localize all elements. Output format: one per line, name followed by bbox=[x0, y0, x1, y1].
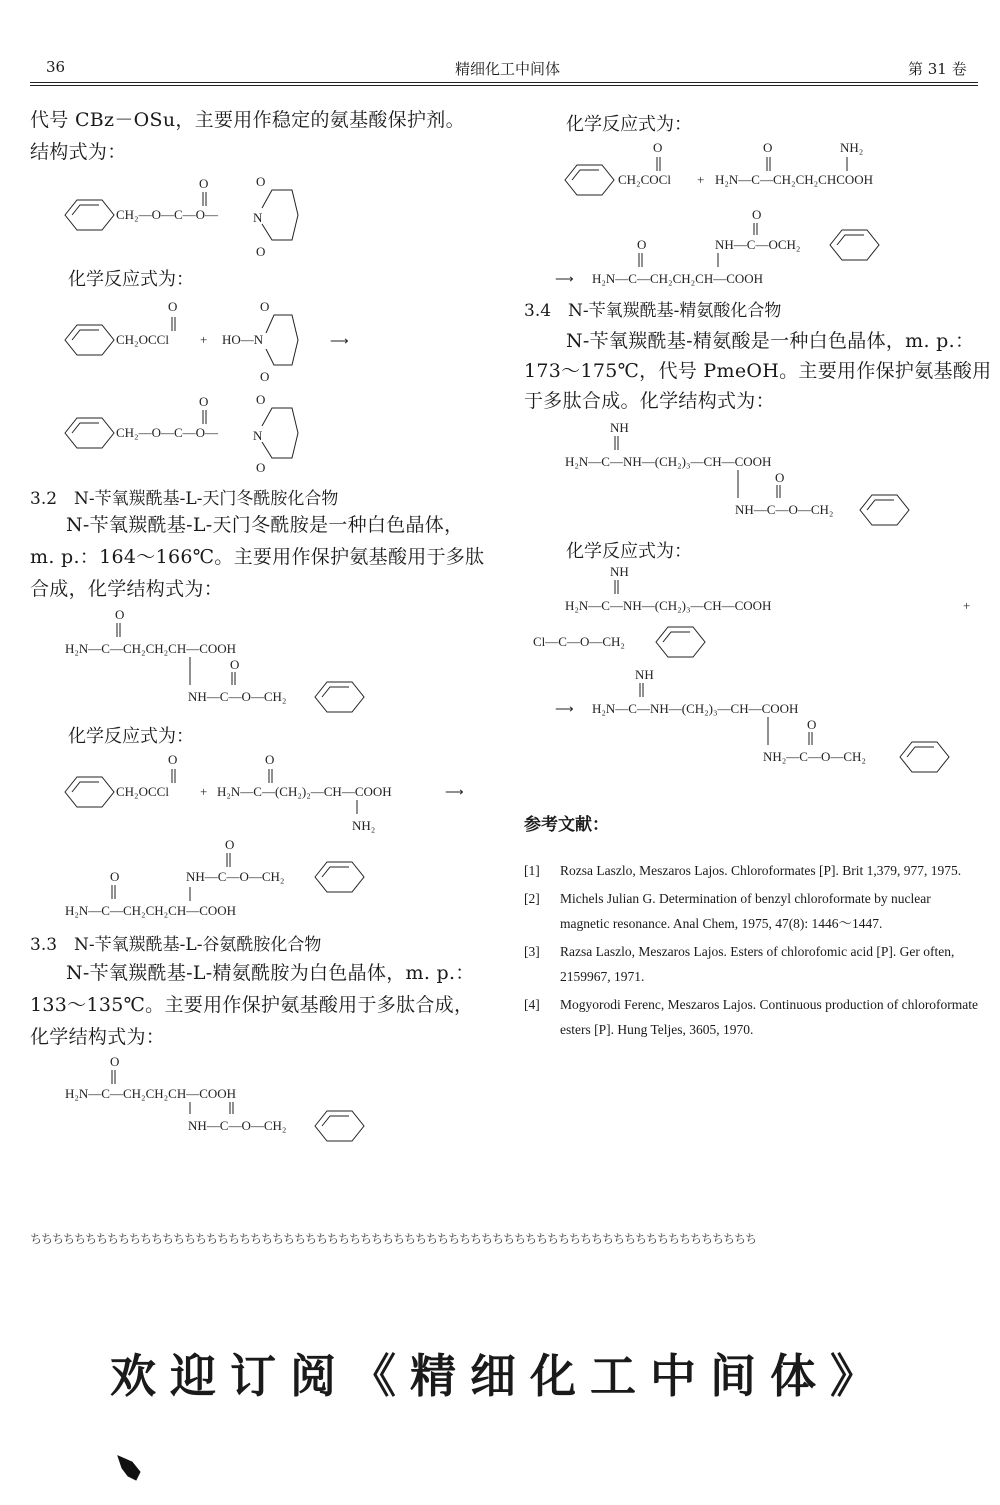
reference-number: [3] bbox=[524, 944, 540, 959]
svg-text:H₂N—C—CH₂CH₂CH—COOH: H₂N—C—CH₂CH₂CH—COOH bbox=[592, 271, 764, 286]
rxn-label-left-2: 化学反应式为： bbox=[68, 726, 194, 747]
svg-text:⟶: ⟶ bbox=[555, 271, 574, 286]
svg-text:N: N bbox=[253, 428, 263, 443]
svg-text:O: O bbox=[199, 394, 209, 409]
svg-text:NH—C—O—CH₂: NH—C—O—CH₂ bbox=[735, 502, 834, 517]
svg-text:Cl—C—O—CH₂: Cl—C—O—CH₂ bbox=[533, 634, 625, 649]
volume-label: 第 31 卷 bbox=[908, 60, 967, 78]
reaction-3-4-product bbox=[555, 205, 935, 290]
svg-text:O: O bbox=[199, 176, 209, 191]
para-3-3-line2: 133～135℃。主要用作保护氨基酸用于多肽合成， bbox=[30, 994, 474, 1016]
para-3-2-line2: m. p.：164～166℃。主要用作保护氨基酸用于多肽 bbox=[30, 546, 485, 568]
svg-text:CH₂OCCl: CH₂OCCl bbox=[116, 784, 169, 799]
svg-text:O: O bbox=[637, 237, 647, 252]
svg-text:NH₂—C—O—CH₂: NH₂—C—O—CH₂ bbox=[763, 749, 866, 764]
svg-text:O: O bbox=[168, 752, 178, 767]
svg-text:+: + bbox=[697, 172, 705, 187]
references-heading: 参考文献： bbox=[524, 815, 609, 835]
svg-text:CH₂—O—C—O—: CH₂—O—C—O— bbox=[116, 425, 219, 440]
svg-text:CH₂COCl: CH₂COCl bbox=[618, 172, 671, 187]
svg-text:H₂N—C—NH—(CH₂)₃—CH—COOH: H₂N—C—NH—(CH₂)₃—CH—COOH bbox=[592, 701, 799, 716]
svg-text:O: O bbox=[763, 140, 773, 155]
svg-text:NH₂: NH₂ bbox=[352, 818, 376, 833]
svg-text:O: O bbox=[260, 369, 270, 384]
svg-text:O: O bbox=[256, 460, 266, 475]
header-rule bbox=[30, 82, 978, 83]
svg-text:O: O bbox=[775, 470, 785, 485]
svg-text:H₂N—C—CH₂CH₂CH—COOH: H₂N—C—CH₂CH₂CH—COOH bbox=[65, 903, 237, 918]
svg-text:NH—C—O—CH₂: NH—C—O—CH₂ bbox=[188, 1118, 287, 1133]
header-rule-2 bbox=[30, 85, 978, 86]
svg-text:NH—C—O—CH₂: NH—C—O—CH₂ bbox=[188, 689, 287, 704]
svg-text:H₂N—C—CH₂CH₂CH—COOH: H₂N—C—CH₂CH₂CH—COOH bbox=[65, 641, 237, 656]
svg-text:⟶: ⟶ bbox=[330, 333, 349, 348]
page-number: 36 bbox=[46, 58, 66, 76]
svg-text:HO—N: HO—N bbox=[222, 332, 264, 347]
svg-text:O: O bbox=[265, 752, 275, 767]
reference-text: Mogyorodi Ferenc, Meszaros Lajos. Continuous production of chloroformate esters [P]. Hung Teljes, 3605, 1970. bbox=[560, 997, 979, 1037]
section-3-3: 3.3 N-苄氧羰酰基-L-谷氨酰胺化合物 bbox=[30, 935, 322, 955]
reference-number: [4] bbox=[524, 997, 540, 1012]
svg-text:CH₂OCCl: CH₂OCCl bbox=[116, 332, 169, 347]
svg-text:O: O bbox=[168, 299, 178, 314]
rxn-label-left-1: 化学反应式为： bbox=[68, 269, 194, 290]
structure-label: 结构式为： bbox=[30, 141, 127, 163]
reference-number: [1] bbox=[524, 863, 540, 878]
svg-text:NH—C—OCH₂: NH—C—OCH₂ bbox=[715, 237, 801, 252]
svg-text:O: O bbox=[110, 1054, 120, 1069]
svg-text:NH: NH bbox=[610, 564, 629, 579]
rxn-label-right-1: 化学反应式为： bbox=[566, 114, 692, 135]
reference-item bbox=[524, 886, 980, 936]
svg-text:NH: NH bbox=[610, 420, 629, 435]
svg-text:CH₂—O—C—O—: CH₂—O—C—O— bbox=[116, 207, 219, 222]
section-3-4: 3.4 N-苄氧羰酰基-精氨酸化合物 bbox=[524, 301, 782, 321]
structure-3-4 bbox=[560, 418, 940, 528]
svg-text:O: O bbox=[807, 717, 817, 732]
reference-text: Rozsa Laszlo, Meszaros Lajos. Chloroformates [P]. Brit 1,379, 977, 1975. bbox=[560, 863, 962, 878]
svg-text:O: O bbox=[653, 140, 663, 155]
reaction-3-2 bbox=[60, 752, 480, 842]
reaction-arg-reactant-1 bbox=[560, 562, 980, 620]
ornament-divider: ちちちちちちちちちちちちちちちちちちちちちちちちちちちちちちちちちちちちちちちちちちちちちちちちちちちちちちちちちちちちちちちちちち bbox=[30, 1232, 757, 1246]
svg-text:⟶: ⟶ bbox=[555, 701, 574, 716]
svg-text:O: O bbox=[256, 174, 266, 189]
svg-text:+: + bbox=[200, 784, 208, 799]
svg-text:O: O bbox=[115, 607, 125, 622]
svg-text:NH—C—O—CH₂: NH—C—O—CH₂ bbox=[186, 869, 285, 884]
svg-text:O: O bbox=[752, 207, 762, 222]
svg-text:H₂N—C—NH—(CH₂)₃—CH—COOH: H₂N—C—NH—(CH₂)₃—CH—COOH bbox=[565, 454, 772, 469]
para-3-3-line1: N-苄氧羰酰基-L-精氨酰胺为白色晶体，m. p.： bbox=[66, 962, 475, 984]
svg-text:O: O bbox=[256, 392, 266, 407]
reaction-3-4-reactants bbox=[560, 140, 960, 205]
para-3-4-line2: 173～175℃，代号 PmeOH。主要用作保护氨基酸用 bbox=[524, 360, 992, 382]
structure-3-3 bbox=[60, 1052, 380, 1147]
svg-text:H₂N—C—(CH₂)₂—CH—COOH: H₂N—C—(CH₂)₂—CH—COOH bbox=[217, 784, 392, 799]
svg-text:H₂N—C—CH₂CH₂CH—COOH: H₂N—C—CH₂CH₂CH—COOH bbox=[65, 1086, 237, 1101]
svg-text:O: O bbox=[260, 299, 270, 314]
reference-number: [2] bbox=[524, 891, 540, 906]
rxn-label-right-2: 化学反应式为： bbox=[566, 541, 692, 562]
svg-text:O: O bbox=[225, 837, 235, 852]
svg-text:N: N bbox=[253, 210, 263, 225]
structure-3-2 bbox=[60, 605, 380, 720]
para-3-4-line1: N-苄氧羰酰基-精氨酸是一种白色晶体，m. p.： bbox=[566, 330, 975, 352]
reference-item bbox=[524, 858, 980, 883]
reaction-arg-reactant-2 bbox=[528, 620, 728, 670]
reference-item bbox=[524, 992, 980, 1042]
para-3-4-line3: 于多肽合成。化学结构式为： bbox=[524, 390, 775, 412]
para-cbz-osu: 代号 CBz－OSu，主要用作稳定的氨基酸保护剂。 bbox=[30, 109, 465, 131]
product-3-2 bbox=[60, 835, 380, 925]
product-cbz-osu bbox=[60, 388, 340, 478]
svg-text:+: + bbox=[963, 598, 971, 613]
reaction-arg-product bbox=[555, 665, 975, 775]
reference-list bbox=[524, 858, 980, 1045]
para-3-2-line3: 合成，化学结构式为： bbox=[30, 578, 224, 600]
structure-cbz-osu bbox=[60, 170, 320, 260]
svg-text:O: O bbox=[256, 244, 266, 259]
journal-title: 精细化工中间体 bbox=[455, 60, 561, 78]
section-3-2: 3.2 N-苄氧羰酰基-L-天门冬酰胺化合物 bbox=[30, 489, 339, 509]
svg-text:NH₂: NH₂ bbox=[840, 140, 864, 155]
reference-text: Razsa Laszlo, Meszaros Lajos. Esters of chlorofomic acid [P]. Ger often, 2159967, 1971. bbox=[560, 944, 955, 984]
reference-item bbox=[524, 939, 980, 989]
ink-blot-icon bbox=[110, 1448, 170, 1488]
reaction-cbz-osu bbox=[60, 295, 380, 385]
svg-text:H₂N—C—CH₂CH₂CHCOOH: H₂N—C—CH₂CH₂CHCOOH bbox=[715, 172, 874, 187]
subscription-banner: 欢迎订阅《精细化工中间体》 bbox=[110, 1349, 890, 1403]
para-3-3-line3: 化学结构式为： bbox=[30, 1026, 166, 1048]
reference-text: Michels Julian G. Determination of benzyl chloroformate by nuclear magnetic resonance. Anal Chem, 1975, 47(8): 1446～1447. bbox=[560, 891, 931, 931]
svg-text:⟶: ⟶ bbox=[445, 784, 464, 799]
svg-text:H₂N—C—NH—(CH₂)₃—CH—COOH: H₂N—C—NH—(CH₂)₃—CH—COOH bbox=[565, 598, 772, 613]
svg-text:O: O bbox=[230, 657, 240, 672]
svg-text:+: + bbox=[200, 332, 208, 347]
svg-text:NH: NH bbox=[635, 667, 654, 682]
para-3-2-line1: N-苄氧羰酰基-L-天门冬酰胺是一种白色晶体， bbox=[66, 514, 464, 536]
svg-text:O: O bbox=[110, 869, 120, 884]
